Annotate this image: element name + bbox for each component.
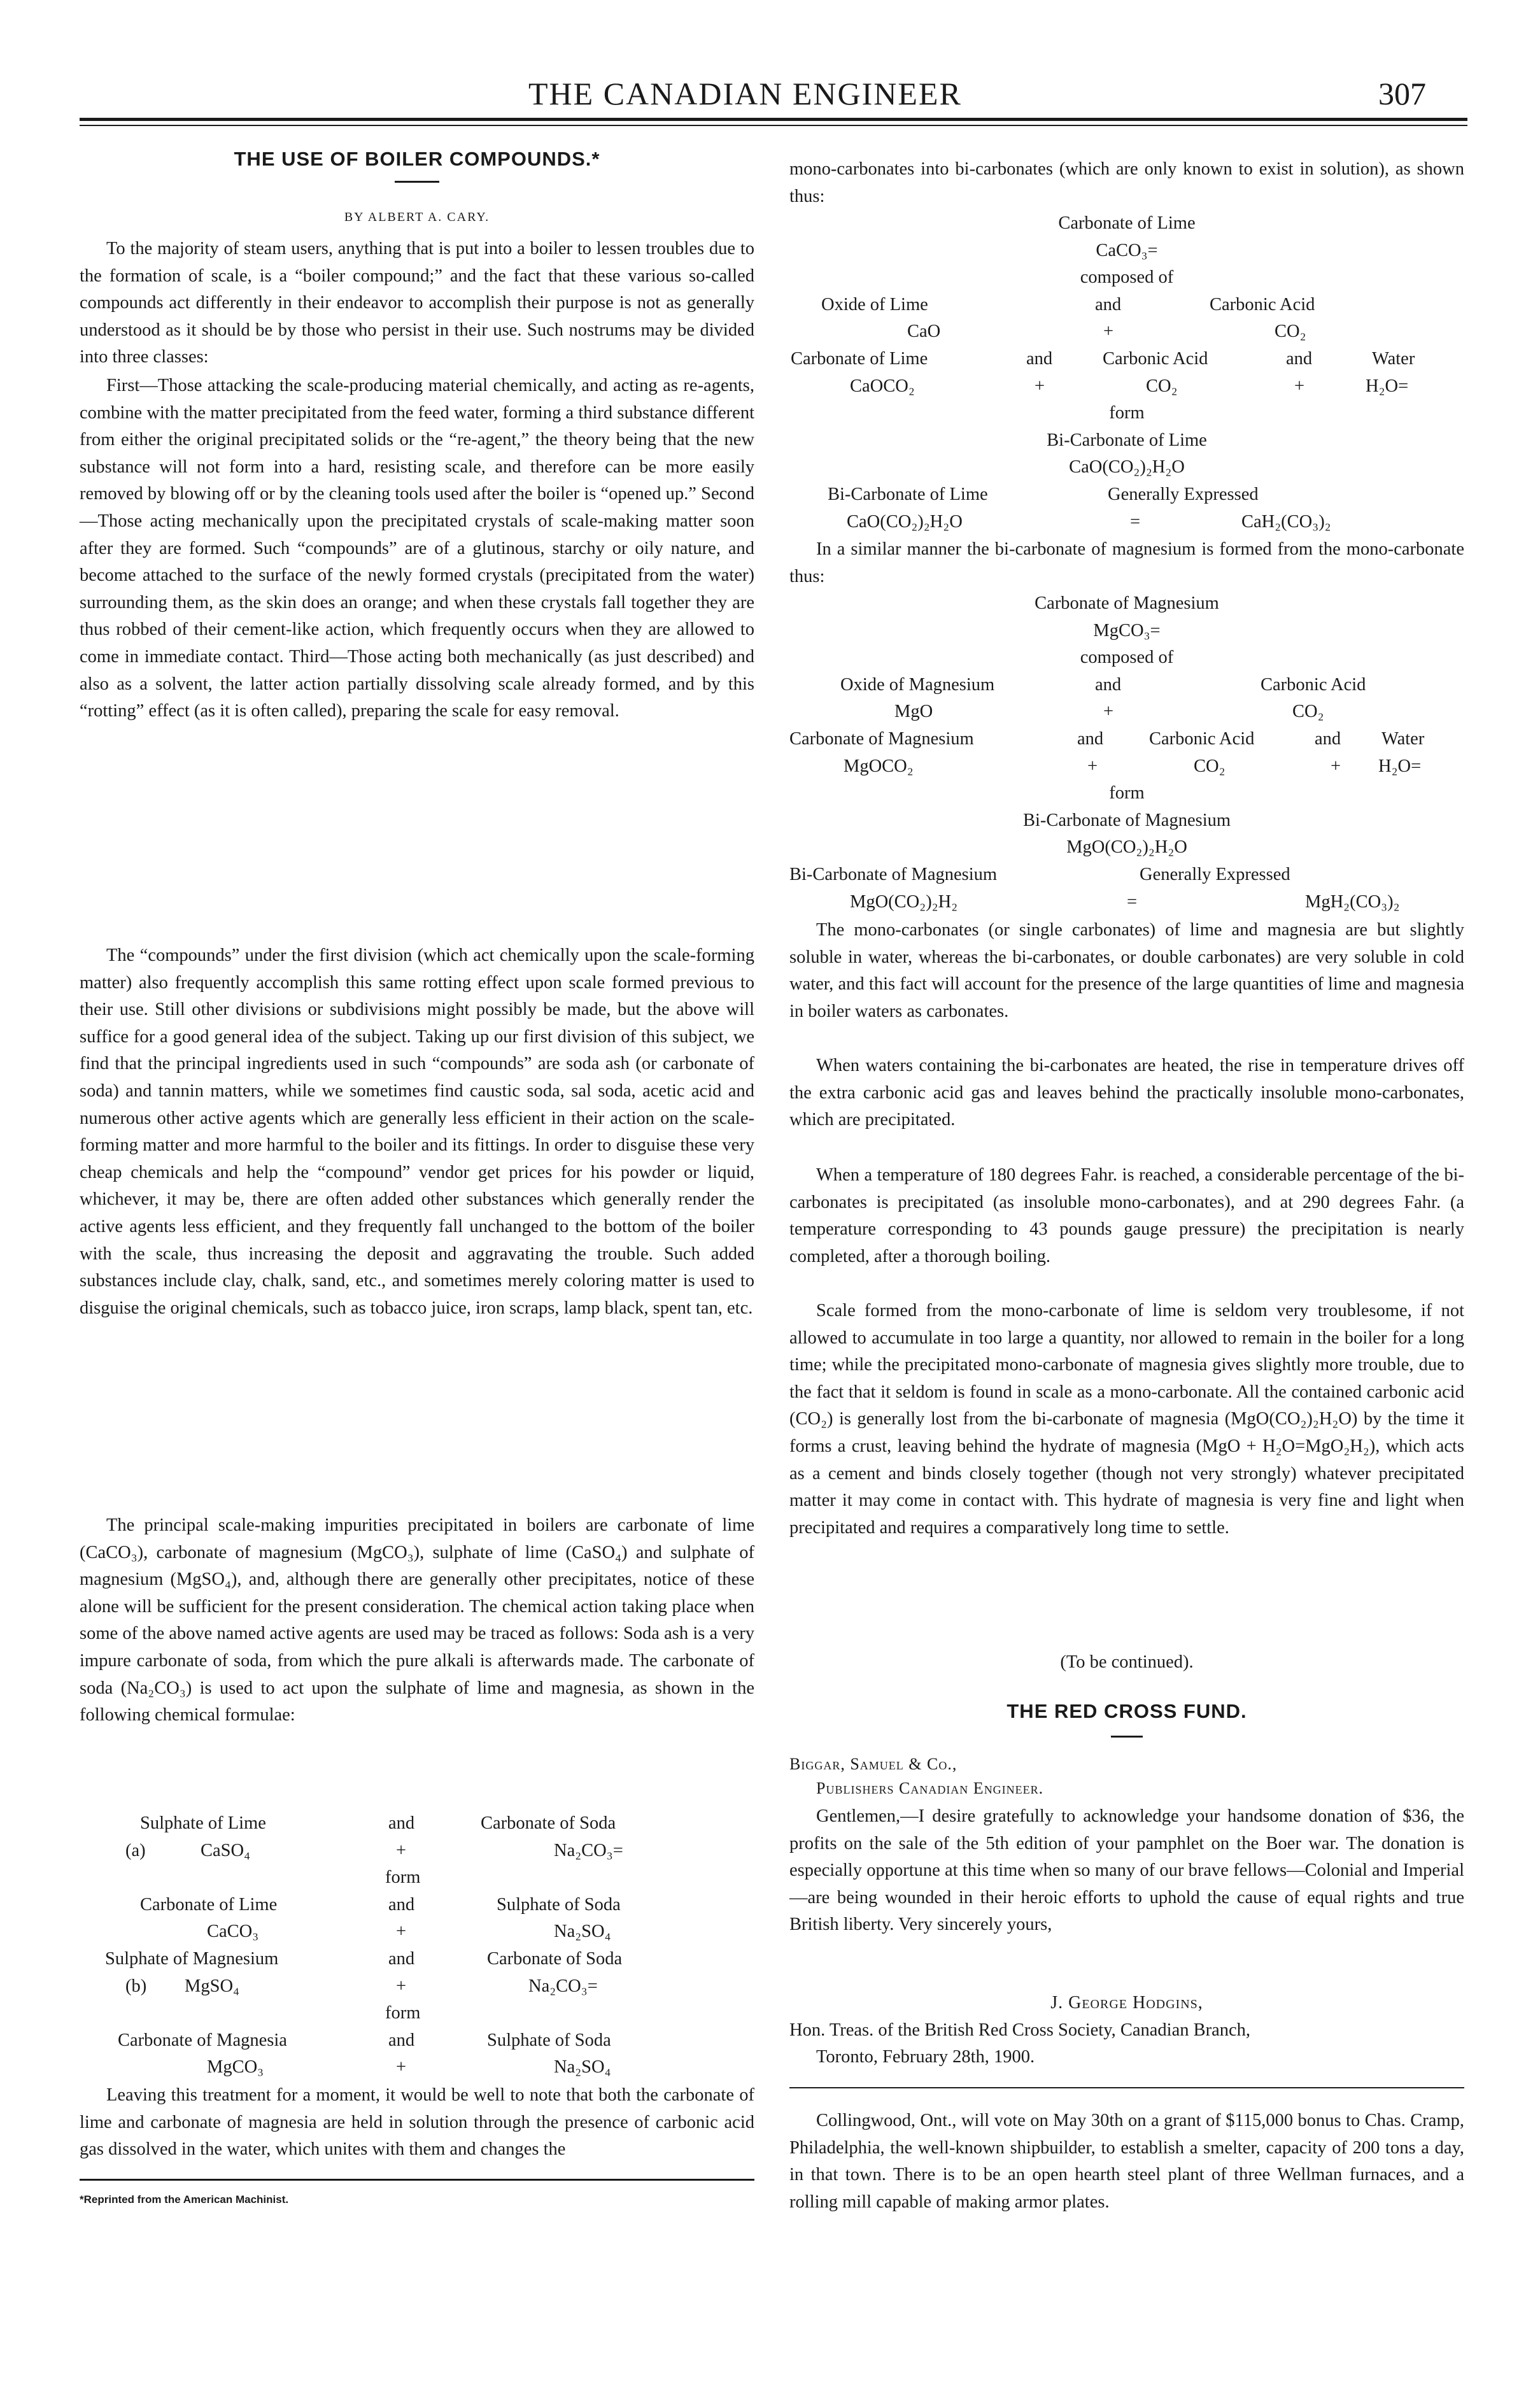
formula-term: form xyxy=(385,2003,421,2023)
formula-term: form xyxy=(1109,783,1145,804)
formula-term: Bi-Carbonate of Lime xyxy=(1047,430,1207,450)
formula-term: Na₂CO₃= xyxy=(554,1840,623,1860)
running-head xyxy=(0,75,1540,120)
formula-term: CaOCO₂ xyxy=(850,376,915,396)
formula-term: MgSO₄ xyxy=(185,1976,239,1996)
formula-term: Na₂SO₄ xyxy=(554,1922,611,1942)
formula-term: (b) xyxy=(125,1976,147,1996)
formula-term: and xyxy=(388,2030,415,2050)
formula-term: Generally Expressed xyxy=(1140,864,1290,884)
chemical-formula-b xyxy=(80,1946,754,2081)
formula-term: Carbonate of Soda xyxy=(487,1949,623,1969)
formula-term: MgO(CO₂)₂H₂ xyxy=(850,891,958,912)
title-rule xyxy=(395,181,439,183)
formula-term: CaCO₃= xyxy=(1096,240,1158,260)
formula-term: + xyxy=(1294,376,1305,396)
formula-term: CaCO₃ xyxy=(207,1922,259,1942)
formula-term: Sulphate of Soda xyxy=(497,1894,621,1915)
formula-term: and xyxy=(388,1894,415,1915)
formula-term: CaSO₄ xyxy=(201,1840,251,1860)
formula-term: CO₂ xyxy=(1275,322,1306,342)
formula-term: H₂O= xyxy=(1378,756,1422,776)
formula-term: Carbonate of Magnesium xyxy=(789,728,974,749)
formula-term: CaO(CO₂)₂H₂O xyxy=(847,511,963,532)
formula-term: H₂O= xyxy=(1366,376,1409,396)
formula-term: and xyxy=(1286,348,1313,369)
formula-term: and xyxy=(388,1813,415,1833)
formula-term: Na₂CO₃= xyxy=(528,1976,598,1996)
paragraph: The “compounds” under the first division (which act chemically upon the scale-forming matter) also frequently accomplish this same rotting effect upon scale formed previous to their use. Still other divisions or subdivisions might possibly be made, but the above will suffice for a good general idea of the subject. Taking up our first division of this subject, we find that the principal ingredients used in such “compounds” are soda ash (or carbonate of soda) and tannin matters, while we sometimes find caustic soda, sal soda, acetic acid and numerous other active agents which are generally less efficient in their action on the scale-forming matter and more harmful to the boiler and its fittings. In order to disguise these very cheap chemicals and help the “compound” vendor get prices for his powder or liquid, whichever, it may be, there are often added other substances which generally render the active agents less efficient, and they frequently fall unchanged to the bottom of the boiler with the scale, thus increasing the deposit and aggravating the trouble. Such added substances include clay, chalk, sand, etc., and sometimes merely coloring matter is used to disguise the original chemicals, such as tobacco juice, iron scraps, lamp black, spent tan, etc. xyxy=(80,946,754,1318)
formula-term: form xyxy=(1109,403,1145,423)
formula-term: Bi-Carbonate of Lime xyxy=(828,484,988,504)
formula-term: and xyxy=(1026,348,1053,369)
formula-term: Carbonic Acid xyxy=(1103,348,1208,369)
formula-term: + xyxy=(1087,756,1098,776)
dateline: Toronto, February 28th, 1900. xyxy=(816,2047,1035,2067)
letter-addressee: Biggar, Samuel & Co., xyxy=(789,1755,957,1773)
signature-office: Hon. Treas. of the British Red Cross Society, Canadian Branch, xyxy=(789,2020,1251,2040)
formula-term: + xyxy=(396,1922,407,1942)
formula-term: Carbonate of Lime xyxy=(791,348,928,369)
section-rule xyxy=(789,2087,1464,2088)
formula-term: Sulphate of Soda xyxy=(487,2030,611,2050)
formula-term: MgCO₃ xyxy=(207,2057,264,2078)
formula-term: Generally Expressed xyxy=(1108,484,1259,504)
paragraph: Leaving this treatment for a moment, it would be well to note that both the carbonate of lime and carbonate of magnesia are held in solution through the presence of carbonic acid gas dissolved in the water, which unites with them and changes the xyxy=(80,2085,754,2160)
formula-term: = xyxy=(1127,891,1138,912)
formula-term: and xyxy=(1315,728,1341,749)
formula-term: form xyxy=(385,1867,421,1888)
formula-term: Water xyxy=(1372,348,1415,369)
formula-term: and xyxy=(1095,294,1122,315)
formula-term: composed of xyxy=(1080,267,1174,288)
paragraph: Collingwood, Ont., will vote on May 30th on a grant of $115,000 bonus to Chas. Cramp, Philadelphia, the well-known shipbuilder, to establish a smelter, capacity of 200 tons a day, in that town. There is to be an open hearth steel plant of three Wellman furnaces, and a rolling mill capable of making armor plates. xyxy=(789,2111,1464,2212)
paragraph: The mono-carbonates (or single carbonates) of lime and magnesia are but slightly soluble in water, whereas the bi-carbonates, or double carbonates) are very soluble in cold water, and this fact will account for the presence of the large quantities of lime and magnesia in boiler waters as carbonates. xyxy=(789,920,1464,1021)
formula-term: CO₂ xyxy=(1146,376,1178,396)
letter-addressee: Publishers Canadian Engineer. xyxy=(816,1779,1044,1797)
paragraph: In a similar manner the bi-carbonate of magnesium is formed from the mono-carbonate thus: xyxy=(789,539,1464,586)
formula-term: Carbonate of Magnesium xyxy=(1035,593,1219,613)
formula-term: CO₂ xyxy=(1194,756,1226,776)
article-title: THE RED CROSS FUND. xyxy=(1007,1700,1247,1722)
paragraph: When waters containing the bi-carbonates are heated, the rise in temperature drives off the extra carbonic acid gas and leaves behind the practically insoluble mono-carbonates, which are precipitated. xyxy=(789,1056,1464,1130)
formula-term: + xyxy=(396,1840,407,1860)
byline: BY ALBERT A. CARY. xyxy=(344,210,490,224)
formula-term: = xyxy=(1130,511,1141,532)
header-rule xyxy=(80,118,1467,121)
formula-term: MgO(CO₂)₂H₂O xyxy=(1066,837,1187,858)
formula-term: + xyxy=(396,2057,407,2078)
paragraph: To the majority of steam users, anything that is put into a boiler to lessen troubles due to the formation of scale, is a “boiler compound;” and the fact that these various so-called compounds act differently in their endeavor to accomplish their purpose is not as generally understood as it should be by those who persist in their use. Such nostrums may be divided into three classes: xyxy=(80,239,754,367)
formula-term: and xyxy=(1077,728,1104,749)
formula-term: Oxide of Magnesium xyxy=(840,674,995,695)
formula-term: CaH₂(CO₃)₂ xyxy=(1241,511,1331,532)
formula-term: CaO xyxy=(907,322,941,342)
paragraph: Gentlemen,—I desire gratefully to acknowledge your handsome donation of $36, the profits on the sale of the 5th edition of your pamphlet on the Boer war. The donation is especially opportune at this time when so many of our brave fellows—Colonial and Imperial—are being wounded in their heroic efforts to uphold the cause of equal rights and true British liberty. Very sincerely yours, xyxy=(789,1806,1464,1935)
formula-term: Carbonate of Magnesia xyxy=(118,2030,287,2050)
footnote: *Reprinted from the American Machinist. xyxy=(80,2193,289,2206)
paragraph: Scale formed from the mono-carbonate of lime is seldom very troublesome, if not allowed to accumulate in too large a quantity, nor allowed to remain in the boiler for a long time; while the precipitated mono-carbonate of magnesia gives slightly more trouble, due to the fact that it seldom is found in scale as a mono-carbonate. All the contained carbonic acid (CO₂) is generally lost from the bi-carbonate of magnesia (MgO(CO₂)₂H₂O) by the time it forms a crust, leaving behind the hydrate of magnesia (MgO + H₂O=MgO₂H₂), which acts as a cement and binds closely together (though not very strongly) whatever precipitated matter it may come in contact with. This hydrate of magnesia is very fine and light when precipitated and requires a comparatively long time to settle. xyxy=(789,1301,1464,1538)
footnote-rule xyxy=(80,2179,754,2181)
formula-term: + xyxy=(1331,756,1341,776)
magnesium-formula xyxy=(789,590,1464,916)
formula-term: Sulphate of Lime xyxy=(140,1813,266,1833)
formula-term: MgOCO₂ xyxy=(844,756,914,776)
formula-term: + xyxy=(1035,376,1045,396)
formula-term: CaO(CO₂)₂H₂O xyxy=(1069,457,1185,478)
formula-term: Water xyxy=(1381,728,1425,749)
lime-formula xyxy=(789,210,1464,535)
formula-term: Oxide of Lime xyxy=(821,294,928,315)
title-rule xyxy=(1111,1736,1143,1738)
formula-term: MgCO₃= xyxy=(1093,620,1161,641)
paragraph: First—Those attacking the scale-producing material chemically, and acting as re-agents, combine with the matter precipitated from the feed water, forming a third substance different from either the original precipitated solids or the “re-agent,” the theory being that the new substance will not form into a hard, resisting scale, and therefore can be more easily removed by blowing off or by the cleaning tools used after the boiler is “opened up.” Second—Those acting mechanically upon the precipitated crystals of scale-making matter soon after they are formed. Such “compounds” are of a glutinous, starchy or oily nature, and become attached to the surface of the newly formed crystals (precipitated from the water) surrounding them, as the skin does an orange; and when these crystals fall together they are thus robbed of their cement-like action, which frequently occurs when they are allowed to come in immediate contact. Third—Those acting both mechanically (as just described) and also as a solvent, the latter action partially dissolving scale already formed, and by this “rotting” effect (as it is often called), preparing the scale for easy removal. xyxy=(80,376,754,721)
formula-term: (a) xyxy=(125,1840,146,1860)
formula-term: Bi-Carbonate of Magnesium xyxy=(1022,810,1231,830)
formula-term: Carbonic Acid xyxy=(1210,294,1315,315)
paragraph: When a temperature of 180 degrees Fahr. is reached, a considerable percentage of the bi-carbonates is precipitated (as insoluble mono-carbonates), and at 290 degrees Fahr. (a temperature corresponding to 43 pounds gauge pressure) the precipitation is nearly completed, after a thorough boiling. xyxy=(789,1165,1464,1266)
formula-term: Sulphate of Magnesium xyxy=(105,1949,279,1969)
formula-term: + xyxy=(1103,702,1114,722)
formula-term: Carbonate of Lime xyxy=(140,1894,278,1915)
formula-term: CO₂ xyxy=(1292,702,1324,722)
formula-term: and xyxy=(1095,674,1122,695)
formula-term: composed of xyxy=(1080,648,1174,668)
formula-term: Carbonate of Soda xyxy=(481,1813,616,1833)
formula-term: + xyxy=(396,1976,407,1996)
paragraph: mono-carbonates into bi-carbonates (which are only known to exist in solution), as shown thus: xyxy=(789,159,1464,206)
formula-term: Carbonic Acid xyxy=(1149,728,1255,749)
formula-term: and xyxy=(388,1949,415,1969)
formula-term: Na₂SO₄ xyxy=(554,2057,611,2078)
formula-term: MgH₂(CO₃)₂ xyxy=(1305,891,1400,912)
chemical-formula-a xyxy=(80,1810,754,1946)
formula-term: Bi-Carbonate of Magnesium xyxy=(789,864,998,884)
journal-title: THE CANADIAN ENGINEER xyxy=(528,76,962,111)
to-be-continued: (To be continued). xyxy=(1060,1652,1194,1672)
signature: J. George Hodgins, xyxy=(1050,1993,1203,2013)
paragraph: The principal scale-making impurities precipitated in boilers are carbonate of lime (CaCO₃), carbonate of magnesium (MgCO₃), sulphate of lime (CaSO₄) and sulphate of magnesium (MgSO₄), and, although there are generally other precipitates, notice of these alone will be sufficient for the present consideration. The chemical action taking place when some of the above named active agents are used may be traced as follows: Soda ash is a very impure carbonate of soda, from which the pure alkali is afterwards made. The carbonate of soda (Na₂CO₃) is used to act upon the sulphate of lime and magnesia, as shown in the following chemical formulae: xyxy=(80,1515,754,1725)
formula-term: Carbonate of Lime xyxy=(1058,213,1196,233)
formula-term: + xyxy=(1103,322,1114,342)
article-title: THE USE OF BOILER COMPOUNDS.* xyxy=(234,148,600,170)
page-number: 307 xyxy=(1378,76,1426,111)
header-rule-thin xyxy=(80,125,1467,126)
formula-term: Carbonic Acid xyxy=(1261,674,1366,695)
formula-term: MgO xyxy=(894,702,933,722)
